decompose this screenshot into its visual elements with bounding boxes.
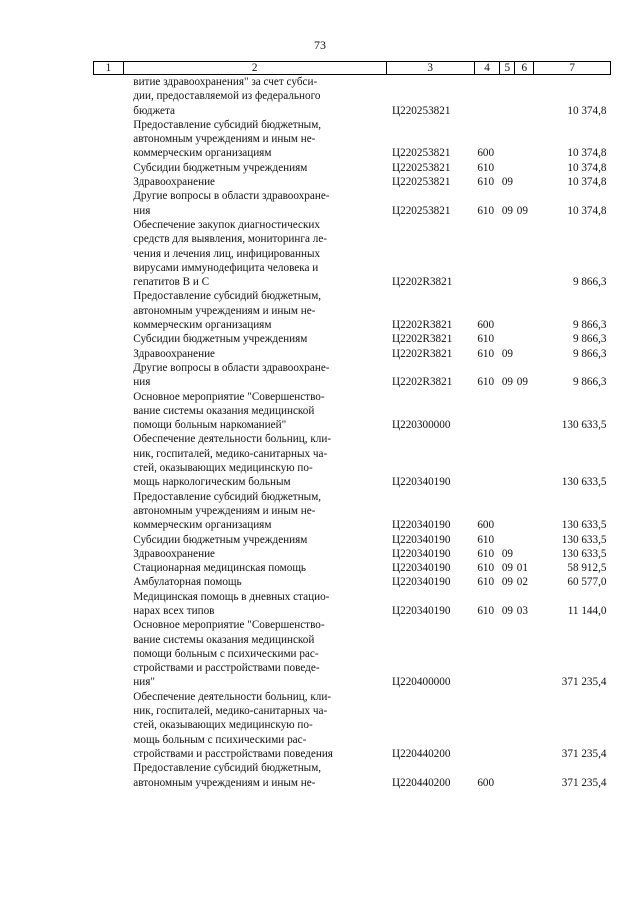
- table-row: [94, 161, 611, 175]
- row-subsection: [515, 347, 534, 361]
- row-code: Ц2202R3821: [392, 276, 453, 289]
- row-amount: 58 912,5: [567, 562, 607, 575]
- row-expense-type: 610: [477, 204, 495, 217]
- row-expense-type: 610: [477, 547, 495, 560]
- row-amount: 9 866,3: [572, 376, 607, 389]
- row-section: 09: [501, 562, 514, 575]
- row-code: Ц220253821: [392, 176, 451, 189]
- row-section: [500, 432, 515, 489]
- table-row: [94, 533, 611, 547]
- num-cell: [94, 332, 124, 346]
- row-expense-type: 600: [477, 147, 495, 160]
- row-name: Здравоохранение: [133, 347, 216, 360]
- row-name: Субсидии бюджетным учреждениям: [133, 333, 308, 346]
- row-subsection: [515, 332, 534, 346]
- num-cell: [94, 347, 124, 361]
- row-name: Предоставление субсидий бюджетным, автономным учреждениям и иным не- коммерческим организациям: [133, 290, 322, 332]
- num-cell: [94, 575, 124, 589]
- row-expense-type: [474, 432, 500, 489]
- row-subsection: [515, 75, 534, 118]
- row-amount: 9 866,3: [572, 319, 607, 332]
- row-name: Предоставление субсидий бюджетным, автономным учреждениям и иным не- коммерческим организациям: [133, 118, 322, 160]
- row-name: Другие вопросы в области здравоохране- ния: [133, 190, 330, 217]
- row-code: Ц220253821: [392, 147, 451, 160]
- row-section: 09: [501, 376, 514, 389]
- num-cell: [94, 590, 124, 619]
- row-name: Здравоохранение: [133, 547, 216, 560]
- budget-table: [93, 61, 611, 790]
- row-code: Ц220340190: [392, 519, 451, 532]
- row-section: [500, 390, 515, 433]
- row-section: [500, 289, 515, 332]
- row-name: Основное мероприятие "Совершенство- вание системы оказания медицинской помощи больным с психическими рас- стройствами и расстройствами поведе- ния": [133, 619, 325, 689]
- row-code: Ц2202R3821: [392, 319, 453, 332]
- row-code: Ц220400000: [392, 676, 451, 689]
- table-row: [94, 289, 611, 332]
- row-code: Ц220440200: [392, 776, 451, 789]
- row-name: Стационарная медицинская помощь: [133, 562, 307, 575]
- table-row: [94, 618, 611, 689]
- num-cell: [94, 189, 124, 218]
- row-amount: 10 374,8: [567, 176, 607, 189]
- row-subsection: [515, 533, 534, 547]
- num-cell: [94, 432, 124, 489]
- row-subsection: [515, 390, 534, 433]
- num-cell: [94, 490, 124, 533]
- row-name: Обеспечение деятельности больниц, кли- ник, госпиталей, медико-санитарных ча- стей, оказывающих медицинскую по- мощь наркологическим больным: [133, 433, 332, 489]
- row-subsection: [515, 218, 534, 289]
- row-expense-type: 600: [477, 319, 495, 332]
- row-amount: 371 235,4: [561, 776, 607, 789]
- row-name: Основное мероприятие "Совершенство- вание системы оказания медицинской помощи больным наркоманией": [133, 390, 325, 432]
- num-cell: [94, 75, 124, 118]
- table-row: [94, 175, 611, 189]
- row-amount: 371 235,4: [561, 676, 607, 689]
- row-name: Здравоохранение: [133, 176, 216, 189]
- row-amount: 130 633,5: [561, 519, 607, 532]
- row-subsection: [515, 432, 534, 489]
- row-section: 09: [501, 347, 514, 360]
- row-subsection: [515, 161, 534, 175]
- row-section: 09: [501, 176, 514, 189]
- row-amount: 130 633,5: [561, 419, 607, 432]
- row-subsection: [515, 690, 534, 761]
- table-row: [94, 561, 611, 575]
- row-amount: 130 633,5: [561, 547, 607, 560]
- row-subsection: 02: [516, 576, 528, 589]
- row-amount: 371 235,4: [561, 747, 607, 760]
- row-section: [500, 118, 515, 161]
- row-expense-type: [474, 618, 500, 689]
- row-section: [500, 618, 515, 689]
- row-name: Амбулаторная помощь: [133, 576, 242, 589]
- table-row: [94, 118, 611, 161]
- table-row: [94, 189, 611, 218]
- row-expense-type: [474, 218, 500, 289]
- row-amount: 9 866,3: [572, 347, 607, 360]
- row-name: витие здравоохранения" за счет субси- дии, предоставляемой из федерального бюджета: [133, 76, 321, 117]
- row-subsection: 09: [516, 376, 528, 389]
- table-row: [94, 575, 611, 589]
- num-cell: [94, 361, 124, 390]
- table-row: [94, 75, 611, 118]
- row-amount: 10 374,8: [567, 147, 607, 160]
- row-section: [500, 533, 515, 547]
- row-subsection: [515, 761, 534, 790]
- row-code: Ц220253821: [392, 104, 451, 117]
- row-section: [500, 161, 515, 175]
- row-expense-type: 600: [477, 776, 495, 789]
- row-subsection: 09: [516, 204, 528, 217]
- row-section: 09: [501, 547, 514, 560]
- row-code: Ц220300000: [392, 419, 451, 432]
- row-code: Ц220340190: [392, 562, 451, 575]
- row-code: Ц220253821: [392, 204, 451, 217]
- row-code: Ц220340190: [392, 576, 451, 589]
- row-code: Ц220340190: [392, 547, 451, 560]
- row-name: Обеспечение закупок диагностических средств для выявления, мониторинга ле- чения и лечения лиц, инфицированных вирусами иммунодефицита человека и гепатитов B и C: [133, 218, 328, 289]
- row-code: Ц220253821: [392, 161, 451, 174]
- row-code: Ц220440200: [392, 747, 451, 760]
- row-expense-type: 610: [477, 347, 495, 360]
- row-name: Субсидии бюджетным учреждениям: [133, 533, 308, 546]
- table-row: [94, 218, 611, 289]
- row-subsection: [515, 547, 534, 561]
- row-subsection: [515, 490, 534, 533]
- table-row: [94, 690, 611, 761]
- column-header-7: 7: [534, 62, 611, 75]
- column-header-5: 5: [500, 62, 515, 75]
- row-expense-type: 610: [477, 562, 495, 575]
- row-name: Другие вопросы в области здравоохране- ния: [133, 361, 330, 389]
- row-expense-type: [474, 390, 500, 433]
- row-name: Предоставление субсидий бюджетным, автономным учреждениям и иным не-: [133, 762, 322, 789]
- row-section: [500, 490, 515, 533]
- row-expense-type: 610: [477, 161, 495, 174]
- num-cell: [94, 618, 124, 689]
- row-amount: 10 374,8: [567, 104, 607, 117]
- table-header-row: [94, 62, 611, 75]
- row-amount: 9 866,3: [572, 333, 607, 346]
- row-amount: 11 144,0: [567, 604, 607, 617]
- row-expense-type: [474, 690, 500, 761]
- row-expense-type: [474, 75, 500, 118]
- table-row: [94, 347, 611, 361]
- num-cell: [94, 690, 124, 761]
- table-row: [94, 547, 611, 561]
- row-amount: 9 866,3: [572, 276, 607, 289]
- row-section: [500, 218, 515, 289]
- table-row: [94, 432, 611, 489]
- column-header-4: 4: [474, 62, 500, 75]
- row-section: [500, 75, 515, 118]
- num-cell: [94, 218, 124, 289]
- row-expense-type: 610: [477, 576, 495, 589]
- row-section: [500, 761, 515, 790]
- row-name: Медицинская помощь в дневных стацио- нарах всех типов: [133, 590, 330, 617]
- num-cell: [94, 390, 124, 433]
- table-row: [94, 761, 611, 790]
- row-subsection: [515, 618, 534, 689]
- num-cell: [94, 161, 124, 175]
- row-section: 09: [501, 604, 514, 617]
- row-amount: 130 633,5: [561, 533, 607, 546]
- column-header-2: 2: [123, 62, 386, 75]
- num-cell: [94, 761, 124, 790]
- row-expense-type: 610: [477, 333, 495, 346]
- row-section: [500, 690, 515, 761]
- row-section: 09: [501, 204, 514, 217]
- row-code: Ц220340190: [392, 533, 451, 546]
- table-row: [94, 332, 611, 346]
- row-code: Ц2202R3821: [392, 376, 453, 389]
- row-code: Ц220340190: [392, 476, 451, 489]
- row-name: Субсидии бюджетным учреждениям: [133, 161, 308, 174]
- row-subsection: 01: [516, 562, 528, 575]
- table-row: [94, 390, 611, 433]
- num-cell: [94, 561, 124, 575]
- table-row: [94, 361, 611, 390]
- num-cell: [94, 118, 124, 161]
- row-subsection: [515, 118, 534, 161]
- page-number: 73: [314, 38, 326, 52]
- row-code: Ц2202R3821: [392, 333, 453, 346]
- row-subsection: [515, 289, 534, 332]
- column-header-3: 3: [386, 62, 474, 75]
- row-subsection: 03: [516, 604, 528, 617]
- num-cell: [94, 175, 124, 189]
- table-row: [94, 590, 611, 619]
- row-amount: 130 633,5: [561, 476, 607, 489]
- num-cell: [94, 533, 124, 547]
- row-section: [500, 332, 515, 346]
- row-name: Обеспечение деятельности больниц, кли- ник, госпиталей, медико-санитарных ча- стей, оказывающих медицинскую по- мощь больным с психическими рас- стройствами и расстройствами поведения: [133, 690, 333, 760]
- table-row: [94, 490, 611, 533]
- row-amount: 60 577,0: [567, 576, 607, 589]
- row-code: Ц2202R3821: [392, 347, 453, 360]
- column-header-1: 1: [94, 62, 124, 75]
- row-expense-type: 610: [477, 176, 495, 189]
- row-amount: 10 374,8: [567, 161, 607, 174]
- row-name: Предоставление субсидий бюджетным, автономным учреждениям и иным не- коммерческим организациям: [133, 490, 322, 532]
- row-subsection: [515, 175, 534, 189]
- num-cell: [94, 547, 124, 561]
- row-expense-type: 610: [477, 604, 495, 617]
- row-code: Ц220340190: [392, 604, 451, 617]
- row-amount: 10 374,8: [567, 204, 607, 217]
- row-expense-type: 600: [477, 519, 495, 532]
- num-cell: [94, 289, 124, 332]
- row-expense-type: 610: [477, 376, 495, 389]
- row-section: 09: [501, 576, 514, 589]
- row-expense-type: 610: [477, 533, 495, 546]
- column-header-6: 6: [515, 62, 534, 75]
